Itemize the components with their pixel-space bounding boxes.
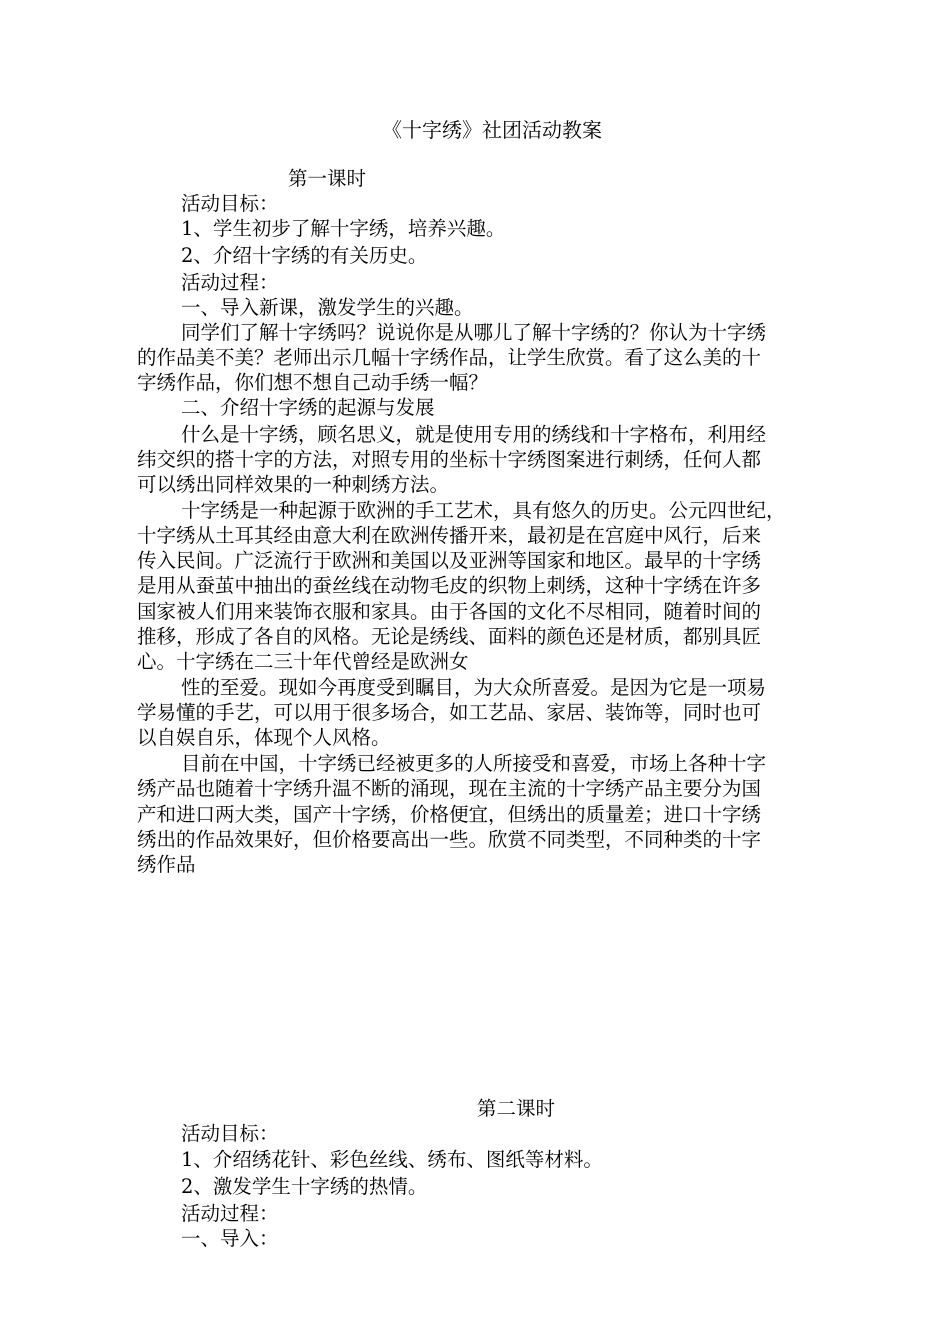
para2-line-3: 传入民间。广泛流行于欧洲和美国以及亚洲等国家和地区。最早的十字绣 bbox=[137, 549, 762, 572]
lesson2-process-label: 活动过程： bbox=[181, 1202, 279, 1225]
lesson2-heading: 第二课时 bbox=[477, 1097, 556, 1120]
lesson1-process-label: 活动过程： bbox=[181, 271, 279, 294]
para4-line-4: 绣出的作品效果好，但价格要高出一些。欣赏不同类型，不同种类的十字 bbox=[137, 828, 762, 851]
section1-line-1: 同学们了解十字绣吗？说说你是从哪儿了解十字绣的？你认为十字绣 bbox=[181, 321, 767, 344]
section1-line-2: 的作品美不美？老师出示几幅十字绣作品，让学生欣赏。看了这么美的十 bbox=[137, 346, 762, 369]
lesson2-section1-heading: 一、导入： bbox=[181, 1227, 279, 1250]
lesson2-goals-label: 活动目标： bbox=[181, 1122, 279, 1145]
section1-line-3: 字绣作品，你们想不想自己动手绣一幅？ bbox=[137, 371, 489, 394]
lesson1-section1-heading: 一、导入新课，激发学生的兴趣。 bbox=[181, 296, 474, 319]
para3-line-2: 学易懂的手艺，可以用于很多场合，如工艺品、家居、装饰等，同时也可 bbox=[137, 701, 762, 724]
para2-line-4: 是用从蚕茧中抽出的蚕丝线在动物毛皮的织物上刺绣，这种十字绣在许多 bbox=[137, 574, 762, 597]
lesson1-section2-heading: 二、介绍十字绣的起源与发展 bbox=[181, 396, 435, 419]
para3-line-1: 性的至爱。现如今再度受到瞩目，为大众所喜爱。是因为它是一项易 bbox=[181, 676, 767, 699]
lesson1-goal-1: 1、学生初步了解十字绣，培养兴趣。 bbox=[181, 217, 506, 240]
para1-line-3: 可以绣出同样效果的一种刺绣方法。 bbox=[137, 473, 450, 496]
para2-line-2: 十字绣从土耳其经由意大利在欧洲传播开来，最初是在宫庭中风行，后来 bbox=[137, 524, 762, 547]
para4-line-1: 目前在中国，十字绣已经被更多的人所接受和喜爱，市场上各种十字 bbox=[181, 752, 767, 775]
lesson1-heading: 第一课时 bbox=[288, 167, 367, 190]
para4-line-5: 绣作品 bbox=[137, 853, 196, 876]
lesson1-goal-2: 2、介绍十字绣的有关历史。 bbox=[181, 244, 428, 267]
lesson1-goals-label: 活动目标： bbox=[181, 192, 279, 215]
para4-line-2: 绣产品也随着十字绣升温不断的涌现，现在主流的十字绣产品主要分为国 bbox=[137, 777, 762, 800]
document-title: 《十字绣》社团活动教案 bbox=[382, 118, 602, 142]
para1-line-2: 纬交织的搭十字的方法，对照专用的坐标十字绣图案进行刺绣，任何人都 bbox=[137, 448, 762, 471]
lesson2-goal-1: 1、介绍绣花针、彩色丝线、绣布、图纸等材料。 bbox=[181, 1148, 603, 1171]
para2-line-7: 心。十字绣在二三十年代曾经是欧洲女 bbox=[137, 650, 469, 673]
para2-line-5: 国家被人们用来装饰衣服和家具。由于各国的文化不尽相同，随着时间的 bbox=[137, 600, 762, 623]
para2-line-6: 推移，形成了各自的风格。无论是绣线、面料的颜色还是材质，都别具匠 bbox=[137, 625, 762, 648]
para1-line-1: 什么是十字绣，顾名思义，就是使用专用的绣线和十字格布，利用经 bbox=[181, 423, 767, 446]
para4-line-3: 产和进口两大类，国产十字绣，价格便宜，但绣出的质量差；进口十字绣 bbox=[137, 803, 762, 826]
para2-line-1: 十字绣是一种起源于欧洲的手工艺术，具有悠久的历史。公元四世纪， bbox=[181, 499, 786, 522]
lesson2-goal-2: 2、激发学生十字绣的热情。 bbox=[181, 1175, 428, 1198]
para3-line-3: 以自娱自乐，体现个人风格。 bbox=[137, 726, 391, 749]
